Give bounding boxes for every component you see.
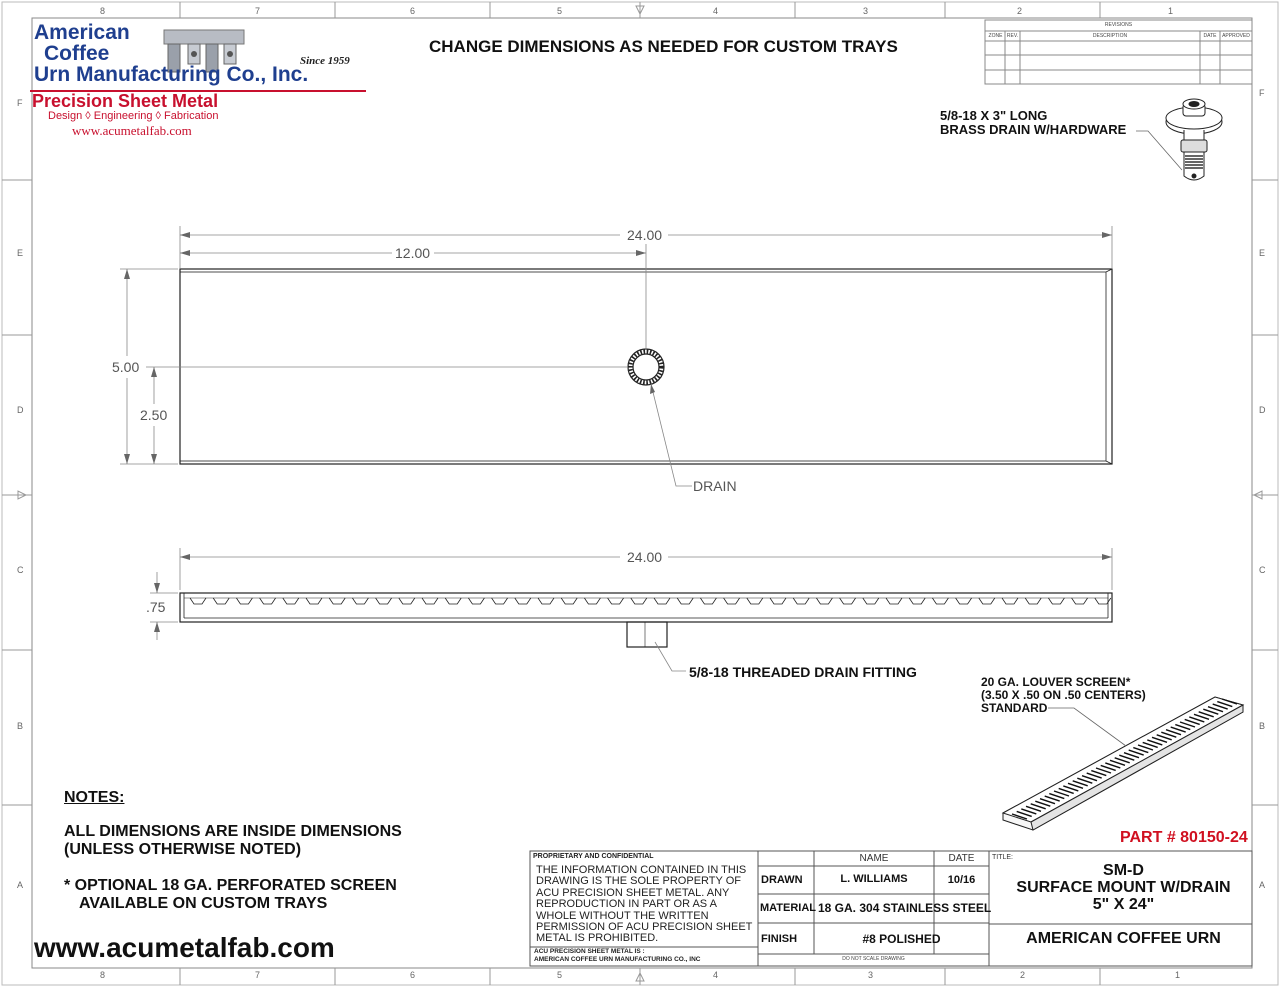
grid-col-label: 4 xyxy=(713,970,719,980)
louver-callout-line1: 20 GA. LOUVER SCREEN* xyxy=(981,675,1131,689)
grid-col-label: 3 xyxy=(868,970,874,980)
finish-label: FINISH xyxy=(761,933,798,945)
revisions-table xyxy=(985,20,1252,84)
grid-row-label: C xyxy=(1259,565,1266,575)
grid-col-label: 6 xyxy=(410,6,416,16)
grid-col-label: 8 xyxy=(100,6,106,16)
grid-col-label: 7 xyxy=(255,6,261,16)
finish-value: #8 POLISHED xyxy=(862,932,941,946)
logo-since: Since 1959 xyxy=(300,55,350,67)
logo-services: Design ◊ Engineering ◊ Fabrication xyxy=(48,110,219,122)
grid-col-label: 5 xyxy=(557,6,563,16)
brass-drain-callout-line1: 5/8-18 X 3" LONG xyxy=(940,108,1048,123)
grid-col-label: 3 xyxy=(863,6,869,16)
revisions-col-rev: REV. xyxy=(1006,33,1019,39)
logo-line1: American xyxy=(34,21,130,44)
grid-row-label: B xyxy=(17,721,24,731)
revisions-col-date: DATE xyxy=(1203,33,1217,39)
material-value: 18 GA. 304 STAINLESS STEEL xyxy=(818,901,992,915)
logo-name xyxy=(34,22,308,85)
grid-col-label: 7 xyxy=(255,970,261,980)
notes-line1: ALL DIMENSIONS ARE INSIDE DIMENSIONS xyxy=(64,823,402,840)
dim-half-width: 2.50 xyxy=(140,407,168,423)
material-label: MATERIAL xyxy=(760,902,817,914)
grid-row-label: F xyxy=(17,98,23,108)
date-header: DATE xyxy=(948,853,975,864)
louver-callout-line2: (3.50 X .50 ON .50 CENTERS) xyxy=(981,688,1146,702)
title-line2: SURFACE MOUNT W/DRAIN xyxy=(1016,879,1231,896)
logo-url[interactable]: www.acumetalfab.com xyxy=(72,123,192,138)
logo-line3: Urn Manufacturing Co., Inc. xyxy=(34,63,309,86)
grid-row-label: A xyxy=(17,880,24,890)
drain-callout: DRAIN xyxy=(693,478,737,494)
main-note: CHANGE DIMENSIONS AS NEEDED FOR CUSTOM TRAYS xyxy=(429,37,898,56)
side-view xyxy=(180,593,1112,647)
revisions-title: REVISIONS xyxy=(1104,22,1133,28)
louver-screen-callout xyxy=(981,676,1146,715)
grid-col-label: 5 xyxy=(557,970,563,980)
grid-row-label: A xyxy=(1259,880,1266,890)
side-dimension-lines xyxy=(150,548,1112,671)
grid-col-label: 6 xyxy=(410,970,416,980)
notes-block-1 xyxy=(64,823,402,859)
footer-url[interactable]: www.acumetalfab.com xyxy=(34,932,335,963)
drain-fitting xyxy=(627,622,667,647)
title-line3: 5" X 24" xyxy=(1092,896,1155,913)
proprietary-text: THE INFORMATION CONTAINED IN THIS DRAWING IS THE SOLE PROPERTY OF ACU PRECISION SHEET METAL. ANY REPRODUCTION IN PART OR AS A WHOLE WITHOUT THE WRITTEN PERMISSION OF ACU PRECISION SHEET METAL IS PROHIBITED. xyxy=(536,864,753,945)
dim-half-length: 12.00 xyxy=(395,245,431,261)
threaded-fitting-callout: 5/8-18 THREADED DRAIN FITTING xyxy=(689,664,917,680)
grid-row-label: D xyxy=(1259,405,1266,415)
grid-col-label: 4 xyxy=(713,6,719,16)
logo-line2: Coffee xyxy=(44,42,110,65)
drawn-label: DRAWN xyxy=(761,874,803,886)
louver-callout-line3: STANDARD xyxy=(981,701,1048,715)
grid-col-label: 8 xyxy=(100,970,106,980)
dim-depth: .75 xyxy=(146,599,166,615)
brass-drain-callout xyxy=(940,109,1126,137)
dim-top-length: 24.00 xyxy=(627,227,663,243)
company-name: AMERICAN COFFEE URN xyxy=(1026,930,1221,947)
top-dimension-lines xyxy=(120,226,1112,486)
revisions-col-description: DESCRIPTION xyxy=(1092,33,1128,39)
notes-line4: AVAILABLE ON CUSTOM TRAYS xyxy=(79,895,328,912)
notes-line2: (UNLESS OTHERWISE NOTED) xyxy=(64,841,302,858)
grid-row-label: C xyxy=(17,565,24,575)
notes-heading: NOTES: xyxy=(64,789,125,806)
notes-block-2 xyxy=(64,877,397,913)
acu-line2: AMERICAN COFFEE URN MANUFACTURING CO., INC xyxy=(534,956,701,963)
louver-screen-illustration xyxy=(1003,697,1243,830)
name-header: NAME xyxy=(859,853,889,864)
proprietary-heading: PROPRIETARY AND CONFIDENTIAL xyxy=(533,853,654,860)
dim-width: 5.00 xyxy=(112,359,140,375)
revisions-col-approved: APPROVED xyxy=(1222,33,1250,39)
brass-drain-callout-line2: BRASS DRAIN W/HARDWARE xyxy=(940,122,1127,137)
acu-line1: ACU PRECISION SHEET METAL IS : xyxy=(534,948,645,955)
notes-line3: * OPTIONAL 18 GA. PERFORATED SCREEN xyxy=(64,877,397,894)
grid-col-label: 2 xyxy=(1020,970,1026,980)
do-not-scale: DO NOT SCALE DRAWING xyxy=(842,956,905,962)
part-number: PART # 80150-24 xyxy=(1120,829,1248,846)
grid-row-label: E xyxy=(1259,248,1266,258)
drawn-name: L. WILLIAMS xyxy=(840,873,908,885)
title-label: TITLE: xyxy=(992,854,1014,861)
grid-row-label: D xyxy=(17,405,24,415)
grid-col-label: 2 xyxy=(1017,6,1023,16)
dim-side-length: 24.00 xyxy=(627,549,663,565)
grid-row-label: E xyxy=(17,248,24,258)
logo-division: Precision Sheet Metal xyxy=(32,91,219,111)
grid-row-label: B xyxy=(1259,721,1266,731)
drawing-title xyxy=(995,862,1252,913)
grid-col-label: 1 xyxy=(1168,6,1174,16)
revisions-col-zone: ZONE xyxy=(988,33,1003,39)
drawn-date: 10/16 xyxy=(947,874,976,886)
grid-row-label: F xyxy=(1259,88,1265,98)
company-logo xyxy=(30,20,366,92)
title-line1: SM-D xyxy=(1103,862,1144,879)
grid-col-label: 1 xyxy=(1175,970,1181,980)
brass-drain-illustration xyxy=(1166,99,1222,180)
